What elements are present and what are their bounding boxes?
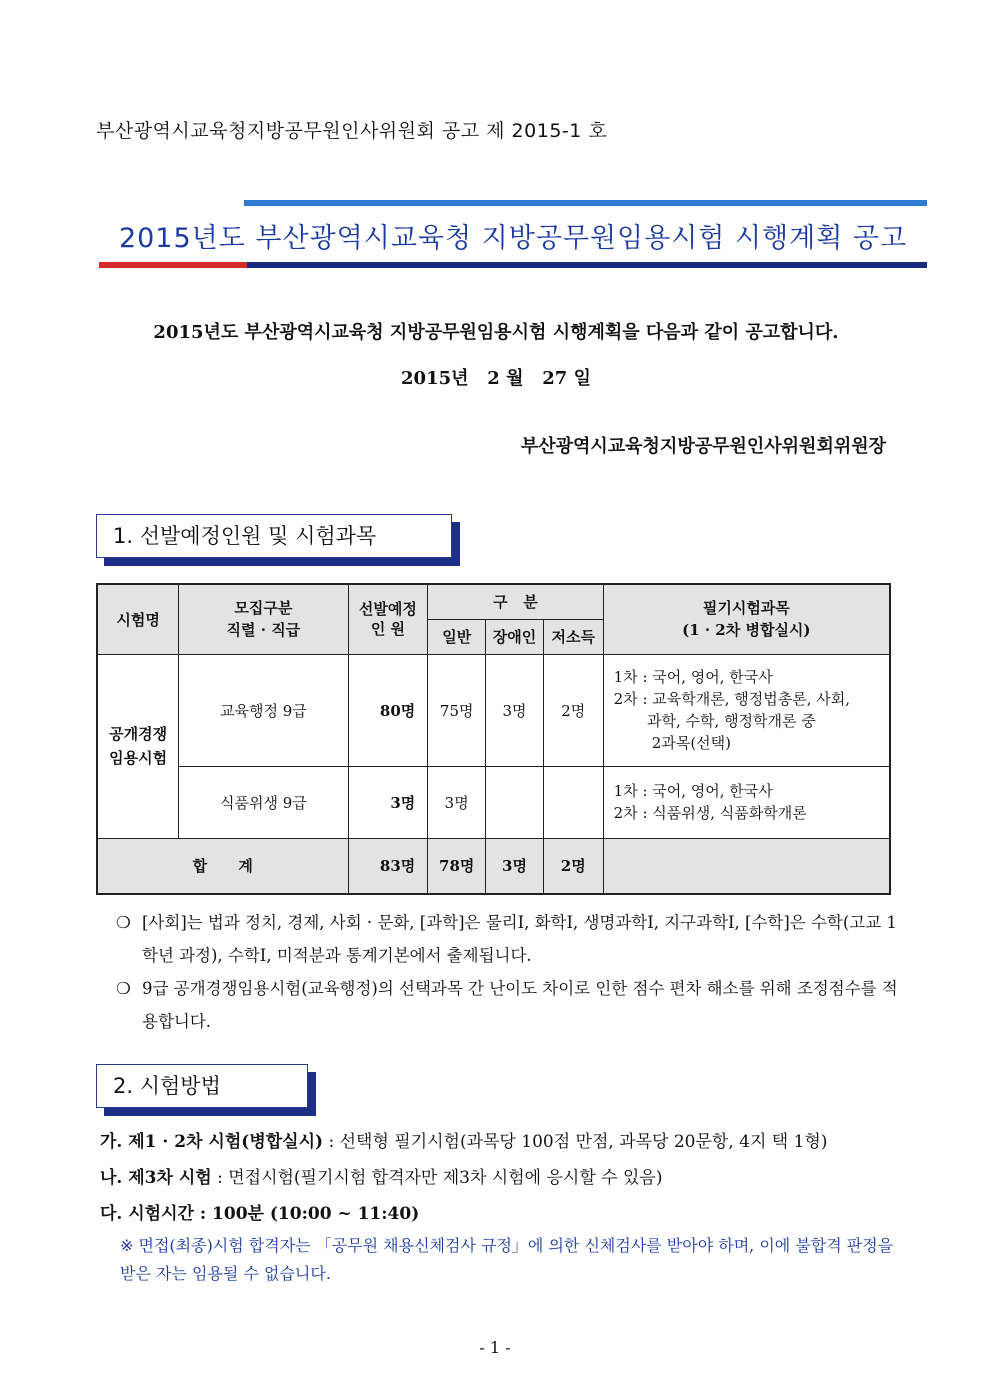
circle-bullet-icon: ❍ bbox=[116, 913, 131, 932]
table-row bbox=[97, 766, 890, 838]
section1-heading: 1. 선발예정인원 및 시험과목 bbox=[96, 514, 452, 558]
notice-number: 부산광역시교육청지방공무원인사위원회 공고 제 2015-1 호 bbox=[96, 120, 608, 142]
count-cell: 80명 bbox=[348, 654, 428, 766]
disabled-cell bbox=[486, 766, 544, 838]
total-lowincome: 2명 bbox=[543, 838, 603, 894]
header-planned-count: 선발예정 인 원 bbox=[348, 584, 428, 654]
subject-line: 1차 : 국어, 영어, 한국사 bbox=[613, 782, 773, 800]
total-row bbox=[97, 838, 890, 894]
note-item bbox=[116, 972, 906, 1038]
header-exam-name: 시험명 bbox=[97, 584, 179, 654]
reference-mark-icon: ※ bbox=[120, 1236, 134, 1255]
subject-line: 2과목(선택) bbox=[613, 734, 732, 752]
header-recruit-type: 모집구분 직렬 · 직급 bbox=[179, 584, 348, 654]
total-label: 합 계 bbox=[97, 838, 348, 894]
title-bottom-bar bbox=[99, 262, 927, 268]
header-low-income: 저소득 bbox=[543, 619, 603, 654]
subjects-cell bbox=[603, 766, 890, 838]
method-text: : 선택형 필기시험(과목당 100점 만점, 과목당 20문항, 4지 택 1형) bbox=[323, 1132, 828, 1152]
disabled-cell: 3명 bbox=[486, 654, 544, 766]
method-label: 가. 제1 · 2차 시험(병합실시) bbox=[100, 1132, 324, 1152]
general-cell: 3명 bbox=[428, 766, 486, 838]
intro-statement: 2015년도 부산광역시교육청 지방공무원임용시험 시행계획을 다음과 같이 공고합니다. bbox=[153, 322, 839, 343]
method-label: 나. 제3차 시험 bbox=[100, 1168, 212, 1188]
title-banner bbox=[99, 200, 927, 268]
table-row bbox=[97, 654, 890, 766]
signer: 부산광역시교육청지방공무원인사위원회위원장 bbox=[520, 436, 886, 457]
document-title: 2015년도 부산광역시교육청 지방공무원임용시험 시행계획 공고 bbox=[118, 223, 908, 254]
notice-date: 2015년 2 월 27 일 bbox=[401, 368, 591, 389]
recruit-cell: 식품위생 9급 bbox=[179, 766, 348, 838]
method-item bbox=[100, 1160, 900, 1196]
general-cell: 75명 bbox=[428, 654, 486, 766]
header-division: 구 분 bbox=[428, 584, 603, 619]
lowincome-cell bbox=[543, 766, 603, 838]
header-written-subjects: 필기시험과목 (1 · 2차 병합실시) bbox=[603, 584, 890, 654]
subject-line: 1차 : 국어, 영어, 한국사 bbox=[613, 668, 773, 686]
header-disabled: 장애인 bbox=[486, 619, 544, 654]
lowincome-cell: 2명 bbox=[543, 654, 603, 766]
note-text: [사회]는 법과 정치, 경제, 사회 · 문화, [과학]은 물리Ⅰ, 화학Ⅰ, 생명과학Ⅰ, 지구과학Ⅰ, [수학]은 수학(고교 1학년 과정), 수학Ⅰ, 미적분과 통계기본에서 출제됩니다. bbox=[142, 913, 897, 965]
section2-heading: 2. 시험방법 bbox=[96, 1064, 308, 1108]
total-general: 78명 bbox=[428, 838, 486, 894]
subject-line: 과학, 수학, 행정학개론 중 bbox=[613, 712, 816, 730]
recruitment-table bbox=[96, 583, 891, 895]
exam-method-list bbox=[100, 1124, 900, 1232]
subject-line: 2차 : 식품위생, 식품화학개론 bbox=[613, 804, 807, 822]
recruit-cell: 교육행정 9급 bbox=[179, 654, 348, 766]
count-cell: 3명 bbox=[348, 766, 428, 838]
exam-name-cell: 공개경쟁 임용시험 bbox=[97, 654, 179, 838]
footnote-text: 면접(최종)시험 합격자는 「공무원 채용신체검사 규정」에 의한 신체검사를 받아야 하며, 이에 불합격 판정을 받은 자는 임용될 수 없습니다. bbox=[120, 1236, 894, 1283]
title-top-bar bbox=[99, 200, 927, 206]
note-item bbox=[116, 906, 906, 972]
header-general: 일반 bbox=[428, 619, 486, 654]
method-item bbox=[100, 1124, 900, 1160]
subject-line: 2차 : 교육학개론, 행정법총론, 사회, bbox=[613, 690, 851, 708]
subjects-cell bbox=[603, 654, 890, 766]
total-disabled: 3명 bbox=[486, 838, 544, 894]
note-text: 9급 공개경쟁임용시험(교육행정)의 선택과목 간 난이도 차이로 인한 점수 편차 해소를 위해 조정점수를 적용합니다. bbox=[142, 979, 898, 1031]
physical-exam-footnote bbox=[120, 1232, 900, 1288]
method-item bbox=[100, 1196, 900, 1232]
total-subjects bbox=[603, 838, 890, 894]
page-number: - 1 - bbox=[479, 1338, 511, 1357]
total-count: 83명 bbox=[348, 838, 428, 894]
method-label: 다. 시험시간 : 100분 (10:00 ~ 11:40) bbox=[100, 1204, 420, 1224]
circle-bullet-icon: ❍ bbox=[116, 979, 131, 998]
section1-notes bbox=[116, 906, 906, 1038]
method-text: : 면접시험(필기시험 합격자만 제3차 시험에 응시할 수 있음) bbox=[211, 1168, 663, 1188]
